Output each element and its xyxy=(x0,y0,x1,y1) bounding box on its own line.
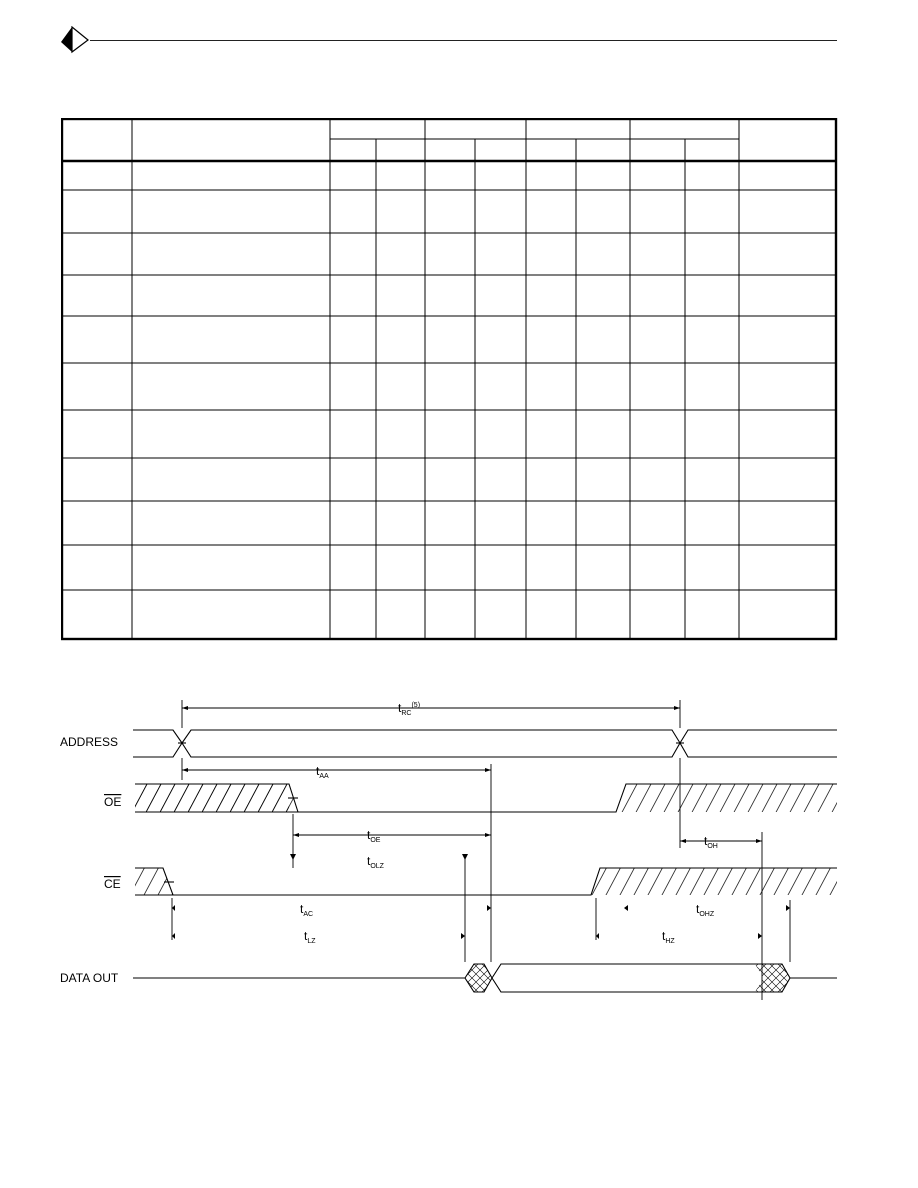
taa-label: $t_{AA}$ xyxy=(316,764,329,780)
ce-waveform xyxy=(135,868,837,895)
triangle-logo-icon xyxy=(60,26,92,54)
address-waveform xyxy=(133,730,837,757)
toh-label: $t_{OH}$ xyxy=(704,834,718,850)
ce-signal-label: CE xyxy=(104,877,121,891)
read-cycle-timing-diagram xyxy=(0,690,918,1020)
thz-label: $t_{HZ}$ xyxy=(662,929,675,945)
oe-signal-label: OE xyxy=(104,795,122,809)
oe-waveform xyxy=(135,784,837,812)
tlz-label: $t_{LZ}$ xyxy=(304,929,316,945)
timing-dimension-lines xyxy=(182,708,762,841)
tohz-label: $t_{OHZ}$ xyxy=(696,902,715,918)
spec-table xyxy=(61,118,839,642)
toe-label: $t_{OE}$ xyxy=(367,828,381,844)
tac-label: $t_{AC}$ xyxy=(300,902,314,918)
data-out-signal-label: DATA OUT xyxy=(60,971,119,985)
address-signal-label: ADDRESS xyxy=(60,735,119,749)
timing-reference-lines xyxy=(172,700,790,1000)
trc-label: $t_{RC}^{(5)}$ xyxy=(398,701,421,717)
tolz-label: $t_{OLZ}$ xyxy=(367,854,384,870)
header-rule xyxy=(90,40,837,41)
data-out-waveform xyxy=(133,964,837,992)
